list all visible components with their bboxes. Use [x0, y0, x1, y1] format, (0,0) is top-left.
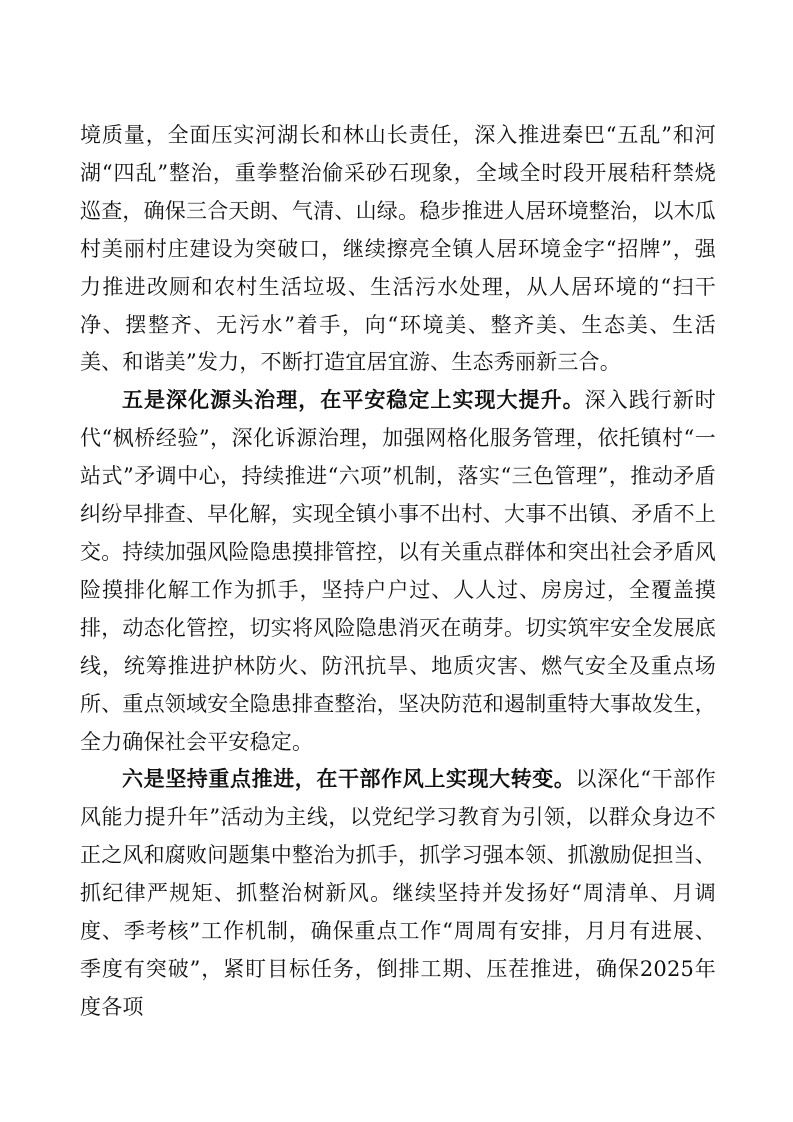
paragraph-environment	[80, 117, 716, 382]
paragraph-text: 深入践行新时代“枫桥经验”，深化诉源治理，加强网格化服务管理，依托镇村“一站式”矛调中心，持续推进“六项”机制，落实“三色管理”，推动矛盾纠纷早排查、早化解，实现全镇小事不出村、大事不出镇、矛盾不上交。持续加强风险隐患摸排管控，以有关重点群体和突出社会矛盾风险摸排化解工作为抓手，坚持户户过、人人过、房房过，全覆盖摸排，动态化管控，切实将风险隐患消灭在萌芽。切实筑牢安全发展底线，统筹推进护林防火、防汛抗旱、地质灾害、燃气安全及重点场所、重点领域安全隐患排查整治，坚决防范和遏制重特大事故发生，全力确保社会平安稳定。	[80, 388, 716, 754]
paragraph-lead-heading: 五是深化源头治理，在平安稳定上实现大提升。	[122, 388, 585, 413]
document-body	[80, 117, 716, 1027]
paragraph-lead-heading: 六是坚持重点推进，在干部作风上实现大转变。	[122, 767, 576, 792]
paragraph-safety-stability	[80, 382, 716, 761]
paragraph-cadre-style	[80, 761, 716, 1026]
paragraph-text: 境质量，全面压实河湖长和林山长责任，深入推进秦巴“五乱”和河湖“四乱”整治，重拳整治偷采砂石现象，全域全时段开展秸秆禁烧巡查，确保三合天朗、气清、山绿。稳步推进人居环境整治，以木瓜村美丽村庄建设为突破口，继续擦亮全镇人居环境金字“招牌”，强力推进改厕和农村生活垃圾、生活污水处理，从人居环境的“扫干净、摆整齐、无污水”着手，向“环境美、整齐美、生态美、生活美、和谐美”发力，不断打造宜居宜游、生态秀丽新三合。	[80, 123, 716, 375]
paragraph-text: 以深化“干部作风能力提升年”活动为主线，以党纪学习教育为引领，以群众身边不正之风和腐败问题集中整治为抓手，抓学习强本领、抓激励促担当、抓纪律严规矩、抓整治树新风。继续坚持并发扬好“周清单、月调度、季考核”工作机制，确保重点工作“周周有安排，月月有进展、季度有突破”，紧盯目标任务，倒排工期、压茬推进，确保2025年度各项	[80, 767, 717, 1019]
